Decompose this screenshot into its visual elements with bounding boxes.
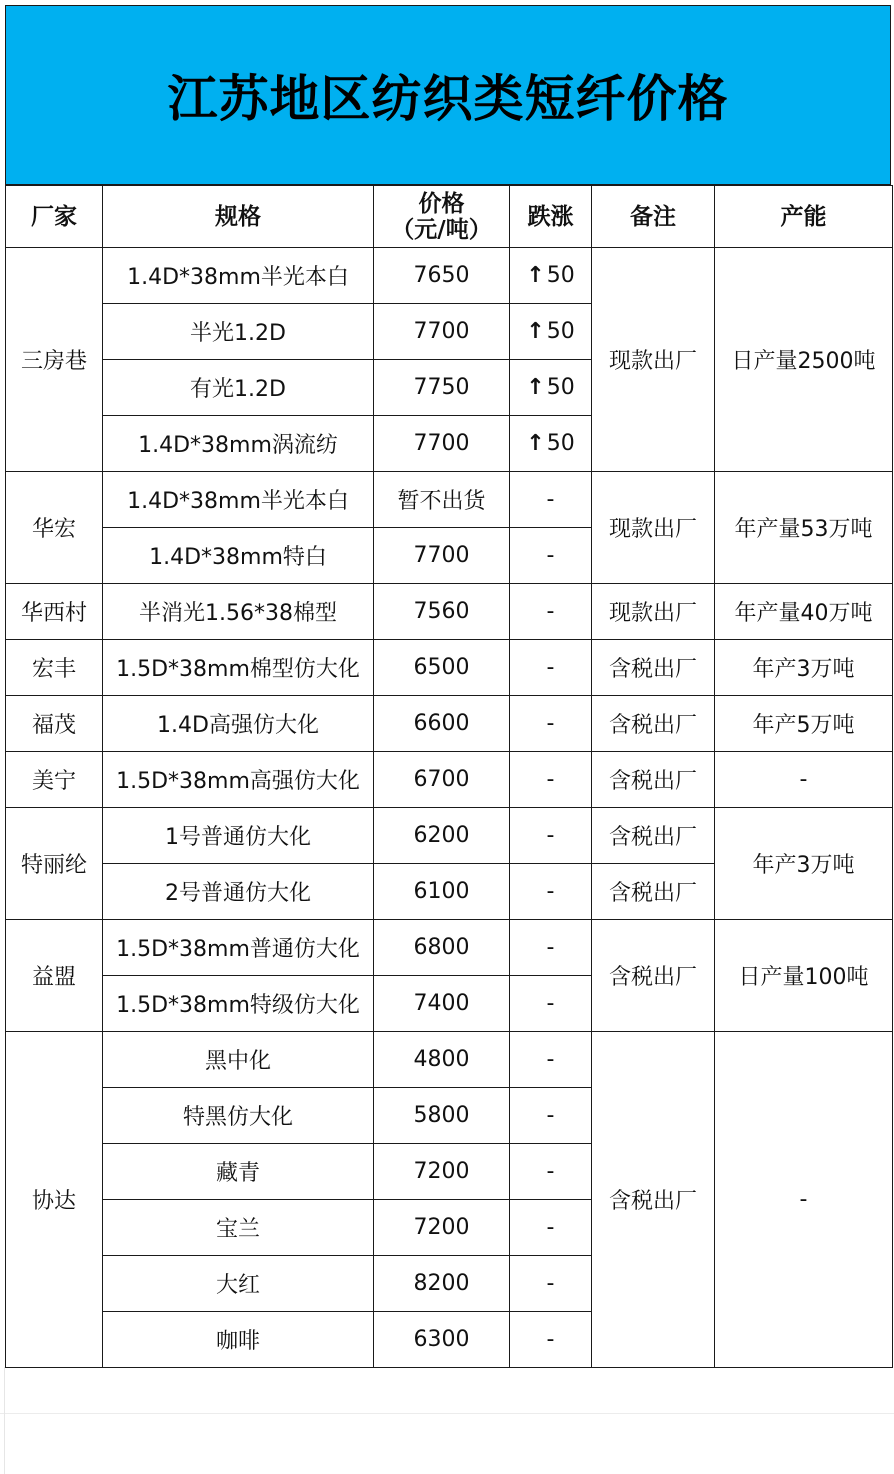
change-value: -: [546, 935, 555, 960]
header-price-line2: （元/吨）: [391, 216, 492, 243]
price-cell: 6700: [374, 752, 510, 808]
change-cell: [510, 752, 592, 808]
spec-cell: 1.4D*38mm涡流纺: [103, 416, 374, 472]
change-cell: [510, 1144, 592, 1200]
sheet-background: [0, 1367, 894, 1474]
capacity-cell: 年产5万吨: [715, 696, 893, 752]
spec-cell: 1.5D*38mm特级仿大化: [103, 976, 374, 1032]
spec-cell: 1.4D*38mm半光本白: [103, 248, 374, 304]
change-value: -: [546, 1215, 555, 1240]
price-cell: 8200: [374, 1256, 510, 1312]
table-row: [6, 808, 893, 864]
change-value: -: [546, 823, 555, 848]
price-cell: 7200: [374, 1144, 510, 1200]
change-cell: [510, 864, 592, 920]
price-cell: 4800: [374, 1032, 510, 1088]
change-value: 50: [546, 319, 575, 344]
change-cell: [510, 976, 592, 1032]
remark-cell: 含税出厂: [592, 752, 715, 808]
spec-cell: 1.4D*38mm特白: [103, 528, 374, 584]
change-value: -: [546, 1103, 555, 1128]
remark-cell: 现款出厂: [592, 248, 715, 472]
change-value: -: [546, 767, 555, 792]
price-cell: 6600: [374, 696, 510, 752]
capacity-cell: 年产量53万吨: [715, 472, 893, 584]
spec-cell: 2号普通仿大化: [103, 864, 374, 920]
spec-cell: 咖啡: [103, 1312, 374, 1368]
change-cell: [510, 696, 592, 752]
change-value: -: [546, 711, 555, 736]
change-cell: [510, 1088, 592, 1144]
remark-cell: 含税出厂: [592, 696, 715, 752]
change-cell: [510, 1312, 592, 1368]
price-cell: 7200: [374, 1200, 510, 1256]
header-price-line1: 价格: [418, 190, 465, 217]
maker-cell: 三房巷: [6, 248, 103, 472]
change-cell: [510, 360, 592, 416]
change-value: 50: [546, 431, 575, 456]
header-maker: 厂家: [6, 186, 103, 248]
change-value: -: [546, 991, 555, 1016]
capacity-cell: 日产量100吨: [715, 920, 893, 1032]
spec-cell: 大红: [103, 1256, 374, 1312]
table-row: [6, 920, 893, 976]
remark-cell: 含税出厂: [592, 864, 715, 920]
table-row: [6, 248, 893, 304]
remark-cell: 含税出厂: [592, 640, 715, 696]
capacity-cell: -: [715, 1032, 893, 1368]
price-cell: 7650: [374, 248, 510, 304]
price-cell: 6300: [374, 1312, 510, 1368]
price-cell: 7400: [374, 976, 510, 1032]
capacity-cell: -: [715, 752, 893, 808]
capacity-cell: 年产3万吨: [715, 808, 893, 920]
spec-cell: 1.4D*38mm半光本白: [103, 472, 374, 528]
change-value: -: [546, 1159, 555, 1184]
price-cell: 暂不出货: [374, 472, 510, 528]
page-title: 江苏地区纺织类短纤价格: [167, 69, 729, 128]
up-arrow-icon: ↑: [526, 431, 545, 456]
price-cell: 7560: [374, 584, 510, 640]
up-arrow-icon: ↑: [526, 375, 545, 400]
price-cell: 7700: [374, 528, 510, 584]
price-cell: 6100: [374, 864, 510, 920]
remark-cell: 现款出厂: [592, 584, 715, 640]
capacity-cell: 日产量2500吨: [715, 248, 893, 472]
spec-cell: 半消光1.56*38棉型: [103, 584, 374, 640]
maker-cell: 协达: [6, 1032, 103, 1368]
spec-cell: 藏青: [103, 1144, 374, 1200]
change-cell: [510, 640, 592, 696]
price-cell: 7750: [374, 360, 510, 416]
change-cell: [510, 584, 592, 640]
change-cell: [510, 528, 592, 584]
spec-cell: 1.5D*38mm高强仿大化: [103, 752, 374, 808]
maker-cell: 益盟: [6, 920, 103, 1032]
change-value: -: [546, 655, 555, 680]
remark-cell: 含税出厂: [592, 808, 715, 864]
change-value: -: [546, 1047, 555, 1072]
header-capacity: 产能: [715, 186, 893, 248]
maker-cell: 美宁: [6, 752, 103, 808]
maker-cell: 宏丰: [6, 640, 103, 696]
change-value: -: [546, 487, 555, 512]
price-table: [5, 185, 893, 1368]
header-spec: 规格: [103, 186, 374, 248]
change-value: -: [546, 1271, 555, 1296]
spec-cell: 黑中化: [103, 1032, 374, 1088]
price-cell: 7700: [374, 304, 510, 360]
price-cell: 6200: [374, 808, 510, 864]
maker-cell: 华西村: [6, 584, 103, 640]
price-cell: 7700: [374, 416, 510, 472]
change-cell: [510, 472, 592, 528]
maker-cell: 华宏: [6, 472, 103, 584]
remark-cell: 含税出厂: [592, 1032, 715, 1368]
change-value: -: [546, 543, 555, 568]
spec-cell: 1.5D*38mm棉型仿大化: [103, 640, 374, 696]
maker-cell: 福茂: [6, 696, 103, 752]
change-cell: [510, 1032, 592, 1088]
change-value: -: [546, 1327, 555, 1352]
spec-cell: 1.5D*38mm普通仿大化: [103, 920, 374, 976]
header-change: 跌涨: [510, 186, 592, 248]
up-arrow-icon: ↑: [526, 319, 545, 344]
capacity-cell: 年产量40万吨: [715, 584, 893, 640]
spec-cell: 1.4D高强仿大化: [103, 696, 374, 752]
up-arrow-icon: ↑: [526, 263, 545, 288]
price-cell: 6800: [374, 920, 510, 976]
price-cell: 5800: [374, 1088, 510, 1144]
table-row: [6, 752, 893, 808]
change-cell: [510, 1200, 592, 1256]
spec-cell: 1号普通仿大化: [103, 808, 374, 864]
spec-cell: 宝兰: [103, 1200, 374, 1256]
change-value: -: [546, 599, 555, 624]
change-value: 50: [546, 263, 575, 288]
spec-cell: 有光1.2D: [103, 360, 374, 416]
table-row: [6, 584, 893, 640]
capacity-cell: 年产3万吨: [715, 640, 893, 696]
table-row: [6, 1032, 893, 1088]
change-value: 50: [546, 375, 575, 400]
price-cell: 6500: [374, 640, 510, 696]
change-cell: [510, 248, 592, 304]
maker-cell: 特丽纶: [6, 808, 103, 920]
remark-cell: 现款出厂: [592, 472, 715, 584]
spec-cell: 特黑仿大化: [103, 1088, 374, 1144]
title-banner: [5, 5, 891, 185]
change-cell: [510, 808, 592, 864]
change-cell: [510, 304, 592, 360]
remark-cell: 含税出厂: [592, 920, 715, 1032]
header-price: [374, 186, 510, 248]
table-row: [6, 696, 893, 752]
spec-cell: 半光1.2D: [103, 304, 374, 360]
table-header-row: [6, 186, 893, 248]
table-row: [6, 640, 893, 696]
change-value: -: [546, 879, 555, 904]
table-row: [6, 472, 893, 528]
change-cell: [510, 416, 592, 472]
change-cell: [510, 1256, 592, 1312]
change-cell: [510, 920, 592, 976]
header-remark: 备注: [592, 186, 715, 248]
